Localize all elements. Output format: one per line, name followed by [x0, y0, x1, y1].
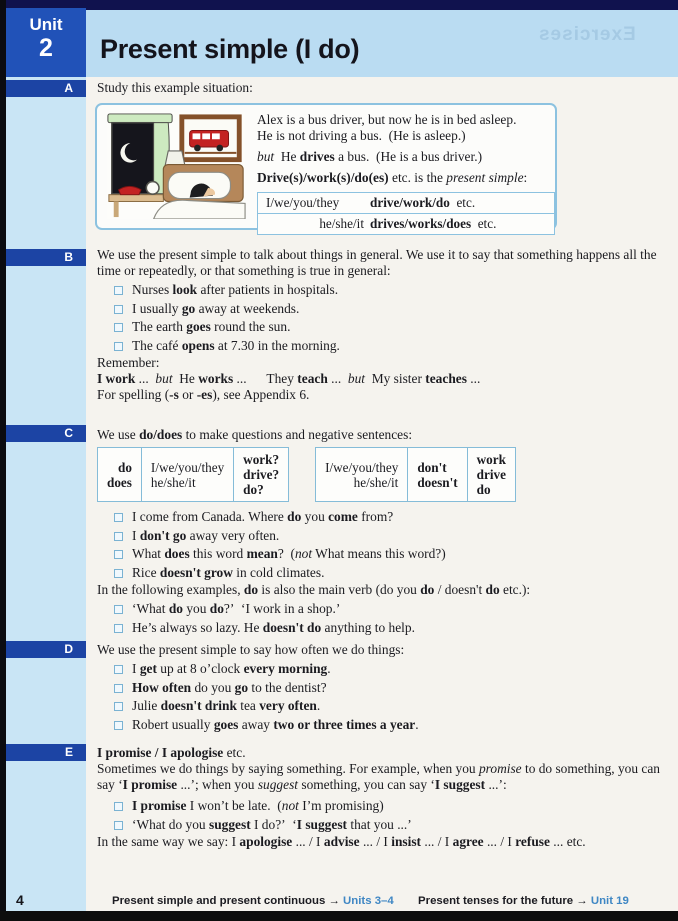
curtain-pelmet — [108, 114, 172, 123]
bedroom-illustration — [105, 112, 247, 219]
example-line-3: but He drives a bus. (He is a bus driver.) — [257, 149, 483, 164]
example-line-4: Drive(s)/work(s)/do(es) etc. is the present simple: — [257, 170, 528, 185]
list-item-text: The café opens at 7.30 in the morning. — [132, 337, 340, 353]
section-bar-b: B — [6, 249, 86, 266]
list-item — [114, 337, 661, 356]
list-item — [114, 508, 661, 527]
unit-label: Unit — [29, 15, 63, 34]
example-line-1: Alex is a bus driver, but now he is in bed asleep. — [257, 112, 517, 127]
section-c-bullets — [114, 508, 661, 582]
pronoun-verb-table — [257, 192, 555, 235]
negative-table — [315, 447, 516, 502]
section-d — [97, 642, 661, 734]
footer-cross-references — [112, 895, 629, 907]
bus-picture — [182, 117, 239, 160]
spelling-note: For spelling (-s or -es), see Appendix 6. — [97, 387, 310, 402]
unit-number-box — [6, 8, 86, 77]
blanket — [154, 200, 245, 219]
list-item — [114, 300, 661, 319]
section-e-para: Sometimes we do things by saying something. For example, when you promise to do something, you can say ‘I promise ...’; when you suggest something, you can say ‘I suggest ...’: — [97, 761, 660, 792]
table-row — [258, 193, 554, 213]
list-item — [114, 318, 661, 337]
section-b — [97, 247, 661, 403]
list-item-text: He’s always so lazy. He doesn't do anything to help. — [132, 619, 415, 635]
list-item-text: What does this word mean? (not What means this word?) — [132, 546, 446, 561]
list-item — [114, 797, 661, 816]
square-bullet-icon — [114, 702, 123, 711]
arrow-right-icon: → — [328, 895, 340, 907]
table-cell: I/we/you/they he/she/it — [316, 448, 408, 502]
telephone — [119, 186, 141, 194]
section-c-mid: In the following examples, do is also the main verb (do you do / doesn't do etc.): — [97, 582, 531, 597]
footer-ref2-link: Unit 19 — [590, 895, 629, 907]
list-item — [114, 697, 661, 716]
list-item-text: Robert usually goes away two or three times a year. — [132, 716, 419, 732]
remember-line: I work ... but He works ... They teach ... but My sister teaches ... — [97, 371, 481, 386]
square-bullet-icon — [114, 305, 123, 314]
table-cell: do does — [98, 448, 142, 502]
table-cell: I/we/you/they he/she/it — [141, 448, 233, 502]
section-e-heading: I promise / I apologise etc. — [97, 745, 246, 760]
example-box — [95, 103, 557, 230]
square-bullet-icon — [114, 286, 123, 295]
square-bullet-icon — [114, 513, 123, 522]
bottom-edge-strip — [0, 911, 678, 921]
bed — [154, 165, 245, 219]
window — [112, 123, 154, 194]
list-item — [114, 527, 661, 546]
alarm-clock — [146, 182, 159, 195]
section-a — [97, 80, 661, 96]
do-does-tables — [97, 447, 661, 502]
square-bullet-icon — [114, 323, 123, 332]
footer-ref1-link: Units 3–4 — [343, 895, 394, 907]
verb-cell: drive/work/do etc. — [370, 195, 476, 210]
list-item — [114, 545, 661, 564]
list-item — [114, 679, 661, 698]
bleed-through-text: Exercises — [538, 24, 636, 45]
list-item-text: ‘What do you do?’ ‘I work in a shop.’ — [132, 601, 341, 616]
section-a-intro: Study this example situation: — [97, 80, 253, 95]
list-item-text: I get up at 8 o’clock every morning. — [132, 661, 331, 676]
example-text — [257, 112, 555, 231]
list-item-text: Nurses look after patients in hospitals. — [132, 282, 339, 297]
section-e-closing: In the same way we say: I apologise ... / I advise ... / I insist ... / I agree ... / I refuse ... etc. — [97, 834, 586, 849]
list-item-text: I promise I won’t be late. (not I’m promising) — [132, 798, 384, 813]
section-bar-e: E — [6, 744, 86, 761]
square-bullet-icon — [114, 721, 123, 730]
example-line-2: He is not driving a bus. (He is asleep.) — [257, 128, 466, 143]
square-bullet-icon — [114, 605, 123, 614]
square-bullet-icon — [114, 342, 123, 351]
left-margin-strip — [6, 77, 86, 911]
top-edge-strip — [0, 0, 678, 10]
section-bar-d: D — [6, 641, 86, 658]
square-bullet-icon — [114, 532, 123, 541]
unit-number: 2 — [39, 34, 53, 62]
list-item-text: I don't go away very often. — [132, 527, 280, 543]
list-item-text: The earth goes round the sun. — [132, 319, 291, 334]
table-cell: don't doesn't — [408, 448, 467, 502]
list-item-text: Rice doesn't grow in cold climates. — [132, 564, 325, 580]
square-bullet-icon — [114, 569, 123, 578]
list-item — [114, 619, 661, 638]
square-bullet-icon — [114, 665, 123, 674]
list-item-text: I usually go away at weekends. — [132, 300, 300, 316]
pronoun-cell: he/she/it — [319, 216, 364, 231]
list-item — [114, 716, 661, 735]
table-cell: work drive do — [467, 448, 515, 502]
question-table — [97, 447, 289, 502]
list-item — [114, 816, 661, 835]
page-title: Present simple (I do) — [100, 34, 360, 64]
section-c — [97, 427, 661, 637]
list-item-text: Julie doesn't drink tea very often. — [132, 698, 321, 713]
list-item — [114, 281, 661, 300]
list-item — [114, 600, 661, 619]
list-item-text: I come from Canada. Where do you come from? — [132, 509, 394, 524]
list-item-text: How often do you go to the dentist? — [132, 679, 327, 695]
square-bullet-icon — [114, 821, 123, 830]
square-bullet-icon — [114, 684, 123, 693]
section-c-intro: We use do/does to make questions and negative sentences: — [97, 427, 413, 442]
remember-label: Remember: — [97, 355, 160, 370]
section-b-intro: We use the present simple to talk about things in general. We use it to say that something happens all the time or repeatedly, or that something is true in general: — [97, 247, 657, 278]
section-e — [97, 745, 661, 850]
section-bar-c: C — [6, 425, 86, 442]
section-b-bullets — [114, 281, 661, 355]
list-item — [114, 564, 661, 583]
verb-cell: drives/works/does etc. — [370, 216, 497, 231]
page-number: 4 — [16, 892, 24, 908]
table-cell: work? drive? do? — [234, 448, 289, 502]
list-item-text: ‘What do you suggest I do?’ ‘I suggest that you ...’ — [132, 816, 412, 832]
square-bullet-icon — [114, 550, 123, 559]
section-d-intro: We use the present simple to say how often we do things: — [97, 642, 405, 657]
footer-ref1-text: Present simple and present continuous — [112, 895, 326, 907]
section-c-bullets-2 — [114, 600, 661, 637]
pronoun-cell: I/we/you/they — [266, 195, 340, 210]
list-item — [114, 660, 661, 679]
section-bar-a: A — [6, 80, 86, 97]
table-row — [258, 213, 554, 234]
section-e-bullets — [114, 797, 661, 834]
arrow-right-icon: → — [576, 895, 588, 907]
footer-ref2-text: Present tenses for the future — [418, 895, 574, 907]
section-d-bullets — [114, 660, 661, 734]
square-bullet-icon — [114, 624, 123, 633]
square-bullet-icon — [114, 802, 123, 811]
